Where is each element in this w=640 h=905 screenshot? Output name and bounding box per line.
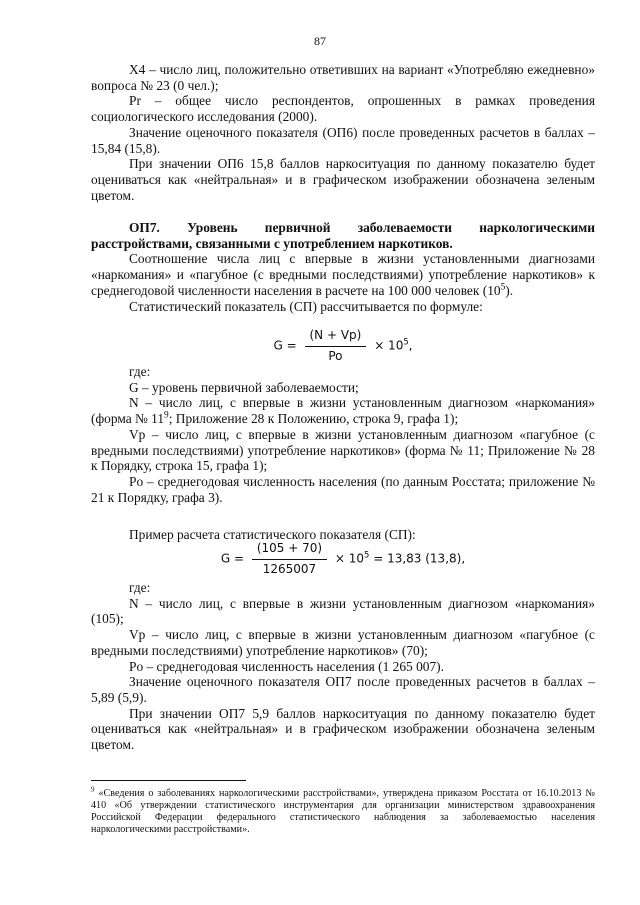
where-label-2: где:: [129, 580, 151, 595]
formula-numerator: (N + Vp): [305, 328, 367, 347]
example-formula: G = $\frac{(105 + 70)}{1265007}$ × $10^5 = 13,83$ (13,8),: [220, 541, 466, 576]
example-denominator: 1265007: [262, 561, 317, 576]
example-numerator: (105 + 70): [252, 541, 327, 560]
variable-definitions: [91, 364, 595, 505]
op6-continuation: [91, 62, 595, 203]
n-value: N – число лиц, с впервые в жизни установленным диагнозом «наркомания» (105);: [91, 595, 595, 627]
po-value: Po – среднегодовая численность населения (1 265 007).: [129, 658, 444, 674]
where-label: где:: [129, 364, 151, 379]
op7-conclusion: При значении ОП7 5,9 баллов наркоситуация по данному показателю будет оцениваться как «нейтральная» и в графическом изображении обозначена зеленым цветом.: [91, 705, 595, 753]
op6-conclusion: При значении ОП6 15,8 баллов наркоситуация по данному показателю будет оцениваться как «нейтральная» и в графическом изображении обозначена зеленым цветом.: [91, 156, 595, 203]
vp-definition: Vp – число лиц, с впервые в жизни установленным диагнозом «пагубное (с вредными последствиями) употребление наркотиков» (форма № 11; Приложение № 28 к Порядку, строка 15, графа 1);: [91, 426, 595, 474]
vp-value: Vp – число лиц, с впервые в жизни установленным диагнозом «пагубное (с вредными последствиями) употребление наркотиков» (70);: [91, 627, 595, 658]
pr-definition: Pr – общее число респондентов, опрошенных в рамках проведения социологического исследования (2000).: [91, 93, 595, 125]
formula-denominator: Po: [328, 348, 343, 363]
po-definition: Po – среднегодовая численность населения (по данным Росстата; приложение № 21 к Порядку, графа 3).: [91, 473, 595, 505]
op7-heading: ОП7. Уровень первичной заболеваемости наркологическими расстройствами, связанными с употреблением наркотиков.: [91, 220, 595, 251]
footnote-text: «Сведения о заболеваниях наркологическими расстройствами», утвержденa приказом Росстата от 16.10.2013 № 410 «Об утверждении статистического инструментария для организации министерством здравоохранения Российской Федерации федерального статистического наблюдения за заболеваемостью населения наркологическими расстройствами».: [91, 788, 595, 835]
formula-fraction: [305, 328, 367, 364]
op7-value: Значение оценочного показателя ОП7 после проведенных расчетов в баллах – 5,89 (5,9).: [91, 674, 595, 705]
x4-definition: X4 – число лиц, положительно ответивших на вариант «Употребляю ежедневно» вопроса № 23 (0 чел.);: [91, 62, 595, 93]
example-fraction: [252, 541, 327, 577]
formula-intro: Статистический показатель (СП) рассчитывается по формуле:: [129, 298, 483, 314]
n-definition: N – число лиц, с впервые в жизни установленным диагнозом «наркомания» (форма № $11^9$; Приложение 28 к Положению, строка 9, графа 1);: [91, 395, 595, 427]
footnote-separator: [91, 780, 246, 781]
g-definition: G – уровень первичной заболеваемости;: [129, 379, 359, 395]
op7-ratio-description: Соотношение числа лиц с впервые в жизни установленными диагнозами «наркомания» и «пагубное (с вредными последствиями) употребление наркотиков» к среднегодовой численности населения в расчете на 100 000 человек $(10^5)$.: [91, 251, 595, 298]
general-formula: G = $\frac{(N + Vp)}{Po}$ × $10^5$,: [273, 328, 413, 363]
example-definitions: [91, 580, 595, 753]
page-number: 87: [314, 34, 326, 48]
example-intro: Пример расчета статистического показателя (СП):: [129, 527, 416, 542]
footnote-mark: 9: [91, 785, 95, 794]
footnote: [91, 785, 595, 836]
op7-heading-block: [91, 220, 595, 314]
footnote-reference: 9: [164, 410, 169, 421]
op6-value: Значение оценочного показателя (ОП6) после проведенных расчетов в баллах – 15,84 (15,8).: [91, 124, 595, 156]
